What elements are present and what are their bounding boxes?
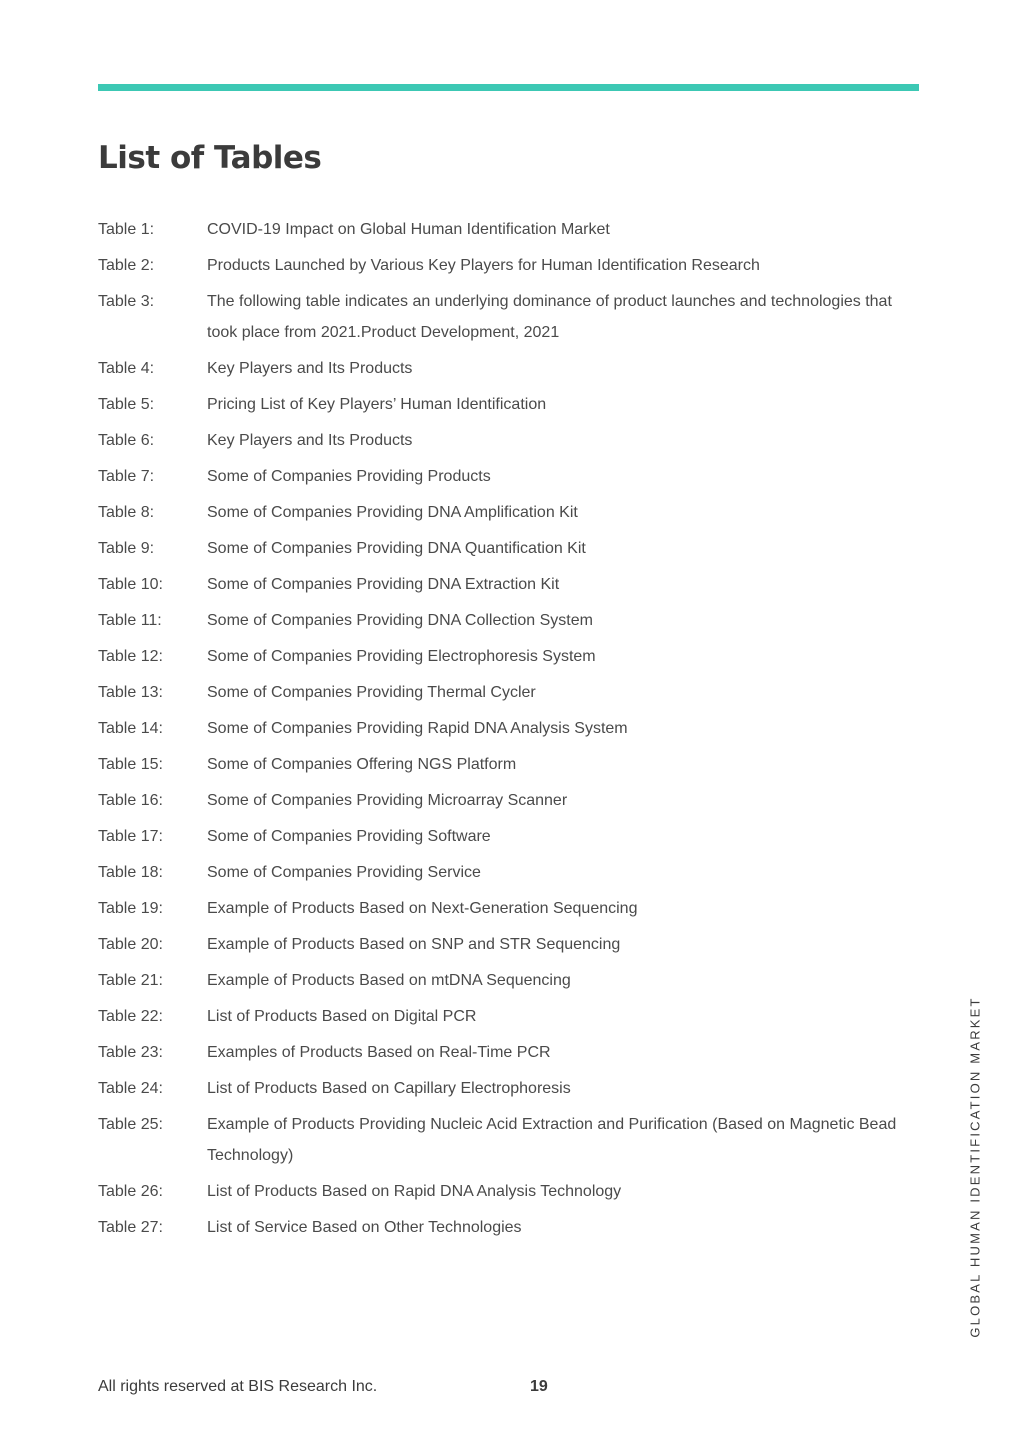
table-number: Table 7: <box>98 468 155 485</box>
table-number: Table 1: <box>98 221 155 238</box>
table-number: Table 13: <box>98 684 163 701</box>
list-item[interactable] <box>98 857 919 888</box>
list-item[interactable] <box>98 821 919 852</box>
table-number: Table 25: <box>98 1116 163 1133</box>
table-title: Example of Products Based on SNP and STR Sequencing <box>207 936 621 953</box>
table-title: Example of Products Based on mtDNA Sequencing <box>207 972 571 989</box>
table-title: Some of Companies Providing DNA Extraction Kit <box>207 576 560 593</box>
table-title: List of Products Based on Capillary Electrophoresis <box>207 1080 571 1097</box>
table-title: Some of Companies Providing Electrophoresis System <box>207 648 596 665</box>
table-number: Table 24: <box>98 1080 163 1097</box>
table-number: Table 9: <box>98 540 155 557</box>
list-item[interactable] <box>98 389 919 420</box>
table-number: Table 6: <box>98 432 155 449</box>
table-title: List of Products Based on Digital PCR <box>207 1008 477 1025</box>
table-number: Table 8: <box>98 504 155 521</box>
table-number: Table 20: <box>98 936 163 953</box>
table-number: Table 4: <box>98 360 155 377</box>
list-item[interactable] <box>98 1109 919 1171</box>
list-item[interactable] <box>98 1001 919 1032</box>
list-item[interactable] <box>98 214 919 245</box>
page-number: 19 <box>530 1378 548 1395</box>
table-number: Table 5: <box>98 396 155 413</box>
page-title: List of Tables <box>98 140 322 176</box>
table-title: Pricing List of Key Players’ Human Identification <box>207 396 547 413</box>
table-number: Table 17: <box>98 828 163 845</box>
list-item[interactable] <box>98 605 919 636</box>
table-title: Some of Companies Providing Thermal Cycler <box>207 684 536 701</box>
list-item[interactable] <box>98 461 919 492</box>
table-of-tables-list <box>98 214 919 1248</box>
table-number: Table 26: <box>98 1183 163 1200</box>
table-number: Table 15: <box>98 756 163 773</box>
list-item[interactable] <box>98 1176 919 1207</box>
report-side-label: GLOBAL HUMAN IDENTIFICATION MARKET <box>967 996 983 1338</box>
table-title: Some of Companies Providing DNA Amplification Kit <box>207 504 578 521</box>
table-number: Table 10: <box>98 576 163 593</box>
list-item[interactable] <box>98 677 919 708</box>
list-item[interactable] <box>98 1212 919 1243</box>
list-item[interactable] <box>98 749 919 780</box>
table-number: Table 27: <box>98 1219 163 1236</box>
list-item[interactable] <box>98 785 919 816</box>
list-item[interactable] <box>98 965 919 996</box>
list-item[interactable] <box>98 1073 919 1104</box>
table-title: Products Launched by Various Key Players for Human Identification Research <box>207 257 760 274</box>
table-number: Table 16: <box>98 792 163 809</box>
list-item[interactable] <box>98 641 919 672</box>
table-title: The following table indicates an underlying dominance of product launches and technologies that took place from 2021.Product Development, 2021 <box>207 293 892 341</box>
table-title: Key Players and Its Products <box>207 432 413 449</box>
list-item[interactable] <box>98 353 919 384</box>
table-title: COVID-19 Impact on Global Human Identification Market <box>207 221 610 238</box>
table-title: Some of Companies Providing Rapid DNA Analysis System <box>207 720 628 737</box>
table-title: Key Players and Its Products <box>207 360 413 377</box>
table-number: Table 12: <box>98 648 163 665</box>
table-number: Table 19: <box>98 900 163 917</box>
table-number: Table 22: <box>98 1008 163 1025</box>
list-item[interactable] <box>98 893 919 924</box>
table-title: Examples of Products Based on Real-Time PCR <box>207 1044 551 1061</box>
footer-copyright: All rights reserved at BIS Research Inc. <box>98 1378 378 1395</box>
table-title: Some of Companies Providing Microarray Scanner <box>207 792 568 809</box>
table-title: Some of Companies Providing DNA Quantification Kit <box>207 540 586 557</box>
table-title: Example of Products Based on Next-Generation Sequencing <box>207 900 638 917</box>
list-item[interactable] <box>98 1037 919 1068</box>
table-number: Table 2: <box>98 257 155 274</box>
header-accent-rule <box>98 84 919 91</box>
table-number: Table 21: <box>98 972 163 989</box>
table-number: Table 3: <box>98 293 155 310</box>
table-title: Some of Companies Providing Products <box>207 468 491 485</box>
table-title: List of Products Based on Rapid DNA Analysis Technology <box>207 1183 622 1200</box>
table-title: Example of Products Providing Nucleic Acid Extraction and Purification (Based on Magnetic Bead Technology) <box>207 1116 897 1164</box>
list-item[interactable] <box>98 533 919 564</box>
list-item[interactable] <box>98 569 919 600</box>
list-item[interactable] <box>98 713 919 744</box>
list-item[interactable] <box>98 425 919 456</box>
list-item[interactable] <box>98 497 919 528</box>
table-number: Table 14: <box>98 720 163 737</box>
list-item[interactable] <box>98 250 919 281</box>
table-number: Table 11: <box>98 612 162 629</box>
table-number: Table 23: <box>98 1044 163 1061</box>
table-number: Table 18: <box>98 864 163 881</box>
table-title: Some of Companies Providing Service <box>207 864 481 881</box>
table-title: List of Service Based on Other Technologies <box>207 1219 522 1236</box>
list-item[interactable] <box>98 286 919 348</box>
table-title: Some of Companies Providing Software <box>207 828 491 845</box>
list-item[interactable] <box>98 929 919 960</box>
table-title: Some of Companies Providing DNA Collection System <box>207 612 593 629</box>
table-title: Some of Companies Offering NGS Platform <box>207 756 517 773</box>
